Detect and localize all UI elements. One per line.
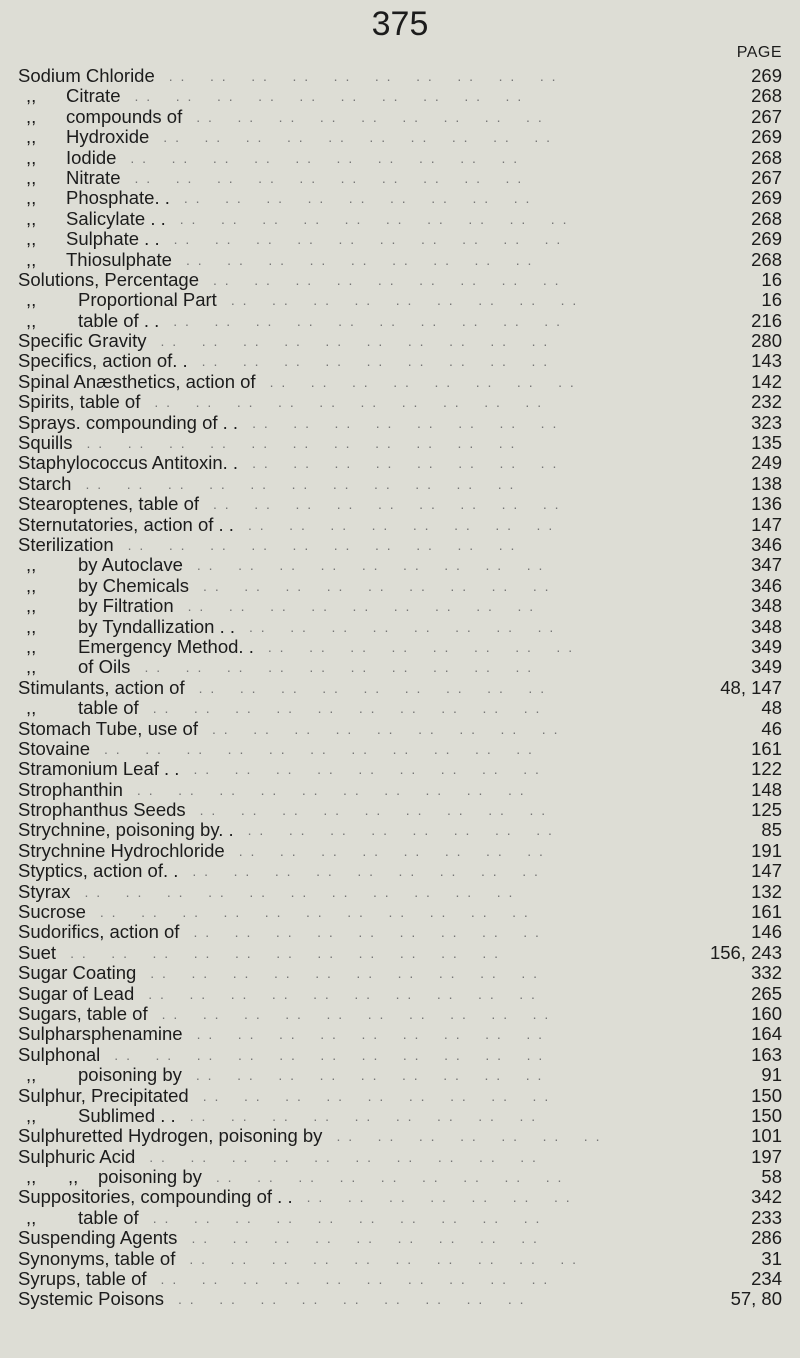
ditto-mark: ,, <box>26 595 37 617</box>
index-entry <box>0 1167 800 1187</box>
index-entry <box>0 413 800 433</box>
ditto-mark: ,, <box>26 574 37 596</box>
index-entry <box>0 1249 800 1269</box>
index-term: Stovaine <box>18 737 90 759</box>
index-term: Stimulants, action of <box>18 676 185 698</box>
index-entry <box>0 66 800 86</box>
ditto-mark: ,, <box>26 697 37 719</box>
index-entry <box>0 1106 800 1126</box>
page-reference: 249 <box>751 452 782 474</box>
leader-dots: . . . . . . . . . . . . . . . . . . . . . . <box>114 1046 568 1063</box>
index-term: Spinal Anæsthetics, action of <box>18 370 256 392</box>
index-entry <box>0 168 800 188</box>
index-term: Sprays. compounding of . . <box>18 411 239 433</box>
index-entry <box>0 739 800 759</box>
leader-dots: . . . . . . . . . . . . . . . . . . <box>189 1107 561 1124</box>
page-reference: 267 <box>751 105 782 127</box>
ditto-mark: ,, <box>26 126 37 148</box>
ditto-mark: ,, <box>26 1104 37 1126</box>
index-term: Syrups, table of <box>18 1268 147 1290</box>
page-reference: 58 <box>761 1166 782 1188</box>
page-reference: 147 <box>751 860 782 882</box>
index-term: Citrate <box>66 85 121 107</box>
page-reference: 163 <box>751 1043 782 1065</box>
index-entry <box>0 963 800 983</box>
index-term: Sublimed . . <box>78 1104 176 1126</box>
leader-dots: . . . . . . . . . . . . . . . . . . . . . . <box>104 740 558 757</box>
index-term: Squills <box>18 432 73 454</box>
page-reference: 143 <box>751 350 782 372</box>
index-entry <box>0 229 800 249</box>
page-reference: 156, 243 <box>709 941 782 963</box>
index-term: Styrax <box>18 880 71 902</box>
leader-dots: . . . . . . . . . . . . . . . . . . . . . . <box>70 944 524 961</box>
page-reference: 48, 147 <box>720 676 782 698</box>
leader-dots: . . . . . . . . . . . . . . . . . . <box>192 863 564 880</box>
index-term: Stearoptenes, table of <box>18 493 200 515</box>
index-entry <box>0 270 800 290</box>
index-entry <box>0 1187 800 1207</box>
leader-dots: . . . . . . . . . . . . . . . . . . . . <box>173 231 586 248</box>
leader-dots: . . . . . . . . . . . . . . . . . . . . . . <box>84 883 538 900</box>
leader-dots: . . . . . . . . . . . . . . . . . . <box>193 761 565 778</box>
leader-dots: . . . . . . . . . . . . . . . . . . . . <box>189 1250 602 1267</box>
leader-dots: . . . . . . . . . . . . . . . . . . <box>203 577 575 594</box>
index-entry <box>0 922 800 942</box>
leader-dots: . . . . . . . . . . . . . . . . . . . . . . <box>86 435 541 452</box>
index-entry <box>0 86 800 106</box>
index-term: table of . . <box>78 309 160 331</box>
page-reference: 234 <box>751 1268 782 1290</box>
leader-dots: . . . . . . . . . . . . . . . . . . <box>193 924 565 941</box>
index-entry <box>0 392 800 412</box>
index-term: Solutions, Percentage <box>18 268 200 290</box>
index-term: Starch <box>18 472 72 494</box>
leader-dots: . . . . . . . . . . . . . . . . . . <box>178 1291 550 1308</box>
page-reference: 16 <box>761 268 782 290</box>
page-reference: 233 <box>751 1206 782 1228</box>
page-reference: 348 <box>751 615 782 637</box>
page-reference: 150 <box>751 1084 782 1106</box>
page-reference: 191 <box>751 839 782 861</box>
index-term: Sulphuretted Hydrogen, poisoning by <box>18 1125 323 1147</box>
leader-dots: . . . . . . . . . . . . . . . . <box>247 822 578 839</box>
index-term: Sterilization <box>18 533 114 555</box>
ditto-mark: ,, <box>26 146 37 168</box>
ditto-mark: ,, <box>26 656 37 678</box>
index-entry <box>0 861 800 881</box>
leader-dots: . . . . . . . . . . . . . . . . <box>249 618 579 635</box>
page-reference: 160 <box>751 1002 782 1024</box>
index-term: Sulphur, Precipitated <box>18 1084 189 1106</box>
page-reference: 164 <box>751 1023 782 1045</box>
page-reference: 150 <box>751 1104 782 1126</box>
leader-dots: . . . . . . . . . . . . . . . . <box>269 373 600 390</box>
index-term: Stramonium Leaf . . <box>18 758 180 780</box>
leader-dots: . . . . . . . . . . . . . . . . . . . . <box>179 210 593 227</box>
index-entry <box>0 188 800 208</box>
index-entry <box>0 759 800 779</box>
index-term: poisoning by <box>78 1064 182 1086</box>
index-term: table of <box>78 697 139 719</box>
index-term: Styptics, action of. . <box>18 860 179 882</box>
page-reference: 101 <box>751 1125 782 1147</box>
leader-dots: . . . . . . . . . . . . . . . . . . <box>191 1230 563 1247</box>
page-reference: 142 <box>751 370 782 392</box>
index-term: Synonyms, table of <box>18 1247 176 1269</box>
page-reference: 138 <box>751 472 782 494</box>
page-reference: 57, 80 <box>730 1288 782 1310</box>
page-reference: 122 <box>751 758 782 780</box>
index-entry <box>0 494 800 514</box>
leader-dots: . . . . . . . . . . . . . . . . . . <box>199 802 571 819</box>
leader-dots: . . . . . . . . . . . . . . . . . . . . <box>163 129 576 146</box>
page-reference: 161 <box>751 737 782 759</box>
index-term: Staphylococcus Antitoxin. . <box>18 452 239 474</box>
index-entry <box>0 453 800 473</box>
index-entry <box>0 515 800 535</box>
ditto-mark: ,, <box>26 207 37 229</box>
page-reference: 136 <box>751 493 782 515</box>
page-reference: 197 <box>751 1145 782 1167</box>
ditto-mark: ,, <box>26 166 37 188</box>
leader-dots: . . . . . . . . . . . . . . . . . . . . <box>149 1148 562 1165</box>
leader-dots: . . . . . . . . . . . . . . . . . . <box>198 679 570 696</box>
page-reference: 342 <box>751 1186 782 1208</box>
index-entry <box>0 882 800 902</box>
index-entry <box>0 433 800 453</box>
index-entry <box>0 617 800 637</box>
page-reference: 46 <box>761 717 782 739</box>
page-reference: 280 <box>751 330 782 352</box>
page-reference: 332 <box>751 962 782 984</box>
leader-dots: . . . . . . . . . . . . . . . . . . <box>213 271 585 288</box>
index-term: by Tyndallization . . <box>78 615 235 637</box>
index-term: Sulphonal <box>18 1043 101 1065</box>
ditto-mark: ,, <box>26 228 37 250</box>
ditto-mark: ,, <box>26 1064 37 1086</box>
leader-dots: . . . . . . . . . . . . . . . . . . . . <box>152 700 565 717</box>
page-reference: 132 <box>751 880 782 902</box>
index-term: Proportional Part <box>78 289 217 311</box>
index-term: compounds of <box>66 105 183 127</box>
index-entry <box>0 841 800 861</box>
index-term: Thiosulphate <box>66 248 172 270</box>
page-reference: 347 <box>751 554 782 576</box>
page-reference: 135 <box>751 432 782 454</box>
leader-dots: . . . . . . . . . . . . . . . . . . . . <box>160 333 573 350</box>
leader-dots: . . . . . . . . . . . . . . . . <box>238 842 569 859</box>
ditto-mark: ,, <box>26 289 37 311</box>
ditto-mark: ,, <box>26 309 37 331</box>
index-entry <box>0 678 800 698</box>
index-term: by Filtration <box>78 595 174 617</box>
index-term: Strophanthin <box>18 778 123 800</box>
index-term: Specifics, action of. . <box>18 350 188 372</box>
page-reference: 268 <box>751 146 782 168</box>
page-reference: 125 <box>751 799 782 821</box>
index-term: Strophanthus Seeds <box>18 799 186 821</box>
page-reference: 349 <box>751 635 782 657</box>
leader-dots: . . . . . . . . . . . . . . . . . . . . <box>148 985 561 1002</box>
index-term: Sugar Coating <box>18 962 137 984</box>
page-reference: 85 <box>761 819 782 841</box>
leader-dots: . . . . . . . . . . . . . . . . . . . . <box>134 169 547 186</box>
leader-dots: . . . . . . . . . . . . . . <box>306 1189 596 1206</box>
index-term: Sugar of Lead <box>18 982 135 1004</box>
leader-dots: . . . . . . . . . . . . . . . . <box>267 638 598 655</box>
index-entry <box>0 1004 800 1024</box>
page-reference: 268 <box>751 207 782 229</box>
page-reference: 286 <box>751 1227 782 1249</box>
leader-dots: . . . . . . . . . . . . . . . . . . <box>201 353 573 370</box>
index-entry <box>0 311 800 331</box>
page-reference: 268 <box>751 248 782 270</box>
index-term: Emergency Method. . <box>78 635 254 657</box>
index-entry <box>0 535 800 555</box>
page-reference: 146 <box>751 921 782 943</box>
index-entry <box>0 1228 800 1248</box>
leader-dots: . . . . . . . . . . . . . . . . . . <box>195 1067 567 1084</box>
ditto-mark: ,, <box>26 85 37 107</box>
leader-dots: . . . . . . . . . . . . . . . . . . . . <box>152 1209 565 1226</box>
index-term: Suppositories, compounding of . . <box>18 1186 293 1208</box>
index-entry <box>0 107 800 127</box>
index-term: Sugars, table of <box>18 1002 148 1024</box>
index-entry <box>0 1208 800 1228</box>
ditto-mark: ,, <box>26 1166 37 1188</box>
index-entry <box>0 1147 800 1167</box>
page-reference: 265 <box>751 982 782 1004</box>
leader-dots: . . . . . . . . . . . . . . . . . . . . <box>154 394 567 411</box>
index-term: Suspending Agents <box>18 1227 178 1249</box>
index-term: Iodide <box>66 146 117 168</box>
page-reference: 91 <box>761 1064 782 1086</box>
index-term: by Autoclave <box>78 554 183 576</box>
index-entry <box>0 943 800 963</box>
leader-dots: . . . . . . . . . . . . . . . . . . <box>196 557 568 574</box>
index-term: Sternutatories, action of . . <box>18 513 234 535</box>
leader-dots: . . . . . . . . . . . . . . . . . . <box>187 598 559 615</box>
index-term: Salicylate . . <box>66 207 166 229</box>
index-entry <box>0 780 800 800</box>
index-entry <box>0 820 800 840</box>
leader-dots: . . . . . . . . . . . . . . . . <box>247 516 578 533</box>
leader-dots: . . . . . . . . . . . . . . . . <box>252 455 582 472</box>
page-reference: 346 <box>751 533 782 555</box>
leader-dots: . . . . . . . . . . . . . . <box>336 1128 626 1145</box>
index-entry <box>0 1045 800 1065</box>
ditto-mark: ,, <box>26 105 37 127</box>
page-reference: 147 <box>751 513 782 535</box>
index-entry <box>0 290 800 310</box>
index-term: Systemic Poisons <box>18 1288 164 1310</box>
index-entry <box>0 1126 800 1146</box>
index-entry <box>0 576 800 596</box>
page-reference: 348 <box>751 595 782 617</box>
leader-dots: . . . . . . . . . . . . . . . . . . . . <box>134 88 547 105</box>
index-entry <box>0 1086 800 1106</box>
leader-dots: . . . . . . . . . . . . . . . . . . <box>211 720 584 737</box>
leader-dots: . . . . . . . . . . . . . . . . . . <box>196 1026 568 1043</box>
index-entry <box>0 148 800 168</box>
index-term: Spirits, table of <box>18 391 141 413</box>
leader-dots: . . . . . . . . . . . . . . . . . . . . <box>130 149 543 166</box>
index-entry <box>0 250 800 270</box>
leader-dots: . . . . . . . . . . . . . . . . . . . . <box>168 68 582 84</box>
ditto-mark: ,, <box>26 187 37 209</box>
leader-dots: . . . . . . . . . . . . . . . . <box>252 414 582 431</box>
index-entry <box>0 800 800 820</box>
ditto-mark: ,, <box>26 1206 37 1228</box>
page-reference: 31 <box>761 1247 782 1269</box>
leader-dots: . . . . . . . . . . . . . . . . . . . . <box>150 965 563 982</box>
leader-dots: . . . . . . . . . . . . . . . . . . <box>230 292 602 309</box>
page-number: 375 <box>371 5 429 43</box>
index-entry <box>0 984 800 1004</box>
index-term: Sulphuric Acid <box>18 1145 136 1167</box>
leader-dots: . . . . . . . . . . . . . . . . . . <box>196 108 568 125</box>
page-reference: 267 <box>751 166 782 188</box>
index-term: Hydroxide <box>66 126 150 148</box>
ditto-mark: ,, <box>26 635 37 657</box>
page-reference: 16 <box>761 289 782 311</box>
index-term: of Oils <box>78 656 131 678</box>
leader-dots: . . . . . . . . . . . . . . . . . . <box>213 496 585 513</box>
ditto-mark: ,, <box>26 554 37 576</box>
index-term: Stomach Tube, use of <box>18 717 198 739</box>
leader-dots: . . . . . . . . . . . . . . . . . . <box>215 1169 587 1186</box>
index-entry <box>0 127 800 147</box>
ditto-mark: ,, <box>26 615 37 637</box>
leader-dots: . . . . . . . . . . . . . . . . . . . . <box>173 312 586 329</box>
page-reference: 148 <box>751 778 782 800</box>
page-reference: 161 <box>751 901 782 923</box>
index-term: Strychnine, poisoning by. . <box>18 819 234 841</box>
leader-dots: . . . . . . . . . . . . . . . . . . . . . . <box>99 904 554 921</box>
index-entry <box>0 719 800 739</box>
leader-dots: . . . . . . . . . . . . . . . . . . <box>185 251 557 268</box>
index-entry <box>0 1289 800 1309</box>
leader-dots: . . . . . . . . . . . . . . . . . . . . <box>161 1005 574 1022</box>
index-entry <box>0 331 800 351</box>
index-term: Sucrose <box>18 901 86 923</box>
page-reference: 232 <box>751 391 782 413</box>
index-term: Suet <box>18 941 57 963</box>
index-term: Sudorifics, action of <box>18 921 180 943</box>
page-reference: 269 <box>751 65 782 86</box>
index-entry <box>0 209 800 229</box>
leader-dots: . . . . . . . . . . . . . . . . . . <box>183 190 555 207</box>
index-term: Phosphate. . <box>66 187 170 209</box>
page-reference: 216 <box>751 309 782 331</box>
page-column-header: PAGE <box>736 44 782 61</box>
page-reference: 323 <box>751 411 782 433</box>
index-entry <box>0 1065 800 1085</box>
index-entry <box>0 372 800 392</box>
leader-dots: . . . . . . . . . . . . . . . . . . . . . . <box>85 475 539 492</box>
page-reference: 48 <box>761 697 782 719</box>
page-reference: 269 <box>751 187 782 209</box>
index-term: poisoning by <box>98 1166 202 1188</box>
index-entry <box>0 698 800 718</box>
index-entry <box>0 555 800 575</box>
index-entry <box>0 351 800 371</box>
index-term: Nitrate <box>66 166 121 188</box>
leader-dots: . . . . . . . . . . . . . . . . . . . . <box>127 536 540 553</box>
page-reference: 269 <box>751 228 782 250</box>
index-entries <box>0 66 800 1310</box>
index-term: Sulpharsphenamine <box>18 1023 183 1045</box>
index-entry <box>0 902 800 922</box>
leader-dots: . . . . . . . . . . . . . . . . . . . . <box>144 659 557 676</box>
leader-dots: . . . . . . . . . . . . . . . . . . . . <box>136 781 550 798</box>
leader-dots: . . . . . . . . . . . . . . . . . . . . <box>160 1271 573 1288</box>
page-reference: 349 <box>751 656 782 678</box>
ditto-mark: ,, <box>26 248 37 270</box>
index-term: Specific Gravity <box>18 330 147 352</box>
index-term: table of <box>78 1206 139 1228</box>
index-term: Sulphate . . <box>66 228 160 250</box>
page-reference: 268 <box>751 85 782 107</box>
index-entry <box>0 1024 800 1044</box>
index-term: Strychnine Hydrochloride <box>18 839 225 861</box>
leader-dots: . . . . . . . . . . . . . . . . . . <box>202 1087 574 1104</box>
index-entry <box>0 474 800 494</box>
ditto-mark: ,, <box>68 1166 79 1188</box>
index-term: by Chemicals <box>78 574 190 596</box>
page-reference: 269 <box>751 126 782 148</box>
index-entry <box>0 1269 800 1289</box>
index-entry <box>0 657 800 677</box>
index-entry <box>0 637 800 657</box>
index-entry <box>0 596 800 616</box>
index-term: Sodium Chloride <box>18 65 155 86</box>
page-reference: 346 <box>751 574 782 596</box>
